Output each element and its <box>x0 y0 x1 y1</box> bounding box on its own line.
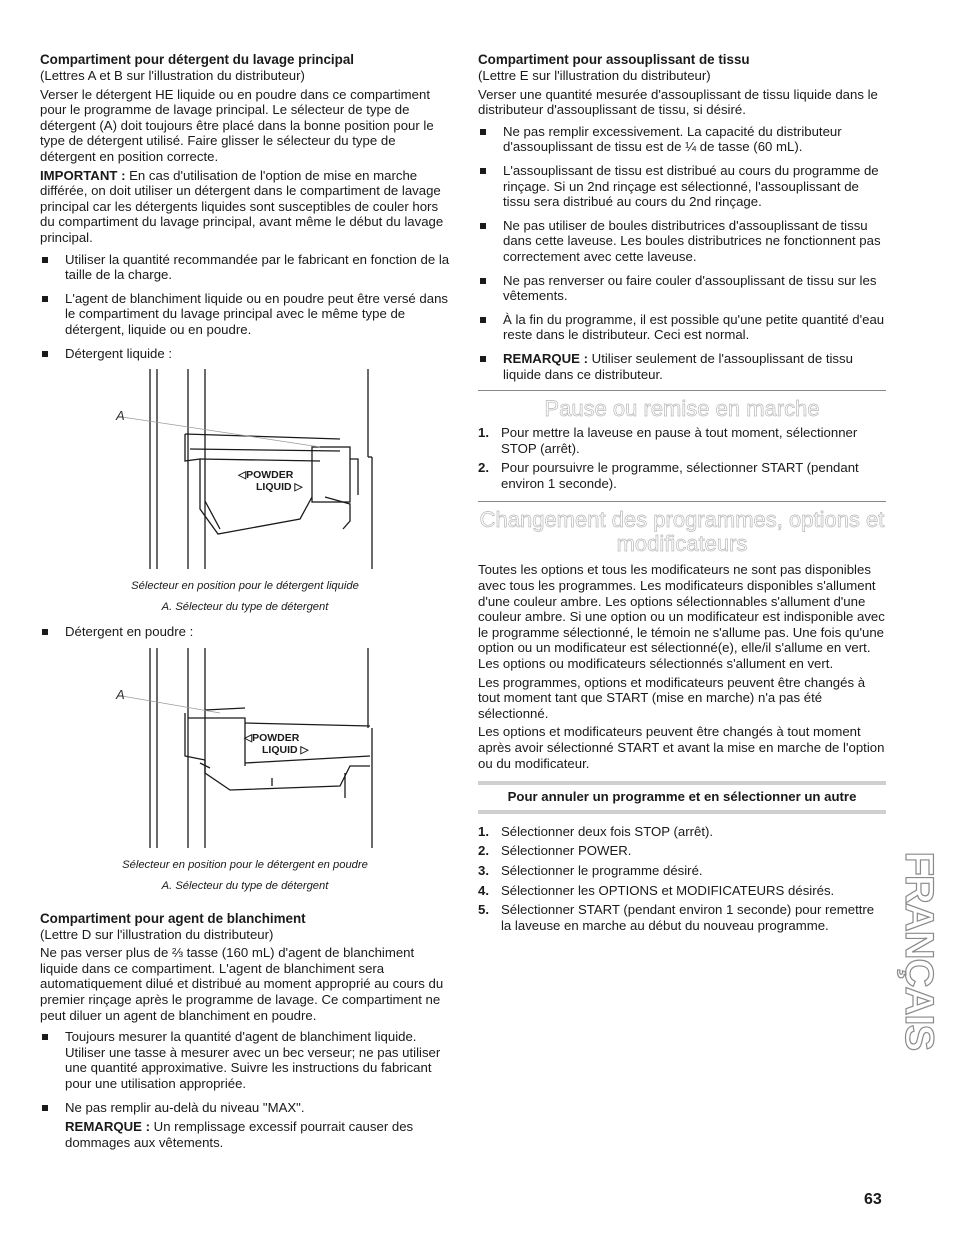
paragraph: Toutes les options et tous les modificateurs ne sont pas disponibles avec tous les programmes. Les modificateurs disponibles s'allument d'une couleur ambre. Les options sélectionnables s'allument d'une couleur ambre. Si une option ou un modificateur est indisponible avec le programme sélectionné, le témoin ne s'allume pas. Une fois qu'une option ou un modificateur est sélectionné(e), elle/il s'allume en vert. Les options ou modificateurs sélectionnés s'allument en vert. <box>478 562 885 672</box>
list-item <box>478 824 886 840</box>
list-item: Détergent en poudre : <box>40 624 450 640</box>
numbered-list <box>478 425 886 491</box>
subsection-title: Pour annuler un programme et en sélectionner un autre <box>478 781 886 814</box>
item-text: Sélectionner les OPTIONS et MODIFICATEURS désirés. <box>501 882 835 898</box>
language-side-tab <box>896 846 941 1056</box>
list-item <box>478 902 886 933</box>
paragraph: Les programmes, options et modificateurs peuvent être changés à tout moment tant que START (mise en marche) n'a pas été sélectionné. <box>478 674 866 721</box>
callout-label-a: A <box>116 686 125 702</box>
list-item: Utiliser la quantité recommandée par le fabricant en fonction de la taille de la charge. <box>40 252 450 283</box>
item-text: Pour mettre la laveuse en pause à tout moment, sélectionner STOP (arrêt). <box>501 425 858 456</box>
list-item: Toujours mesurer la quantité d'agent de blanchiment liquide. Utiliser une tasse à mesurer avec un bec verseur; ne pas utiliser une quantité approximative. Suivre les instructions du fabricant pour une utilisation appropriée. <box>40 1029 450 1091</box>
divider <box>478 501 886 502</box>
dispenser-drawing <box>40 369 450 574</box>
note-text: Un remplissage excessif pourrait causer des dommages aux vêtements. <box>65 1119 414 1150</box>
list-item: L'assouplissant de tissu est distribué au cours du programme de rinçage. Si un 2nd rinçage est sélectionné, l'assouplissant de tissu sera distribué au cours du 2nd rinçage. <box>478 163 886 210</box>
dispenser-drawing <box>40 648 450 853</box>
figure-legend: A. Sélecteur du type de détergent <box>161 601 329 614</box>
figure-legend: A. Sélecteur du type de détergent <box>161 879 329 892</box>
bullet-list <box>478 124 886 382</box>
item-number: 4. <box>478 882 489 898</box>
section-title: Compartiment pour détergent du lavage principal <box>40 52 354 67</box>
list-item: Ne pas utiliser de boules distributrices d'assouplissant de tissu dans cette laveuse. Les boules distributrices ne fonctionnent pas correctement avec cette laveuse. <box>478 218 886 265</box>
item-text: Pour poursuivre le programme, sélectionner START (pendant environ 1 seconde). <box>501 460 859 491</box>
divider <box>478 390 886 391</box>
important-paragraph <box>40 168 450 246</box>
heading-line: modificateurs <box>616 531 748 557</box>
list-item: Ne pas remplir excessivement. La capacité du distributeur d'assouplissant de tissu est de ¼ de tasse (60 mL). <box>478 124 886 155</box>
bullet-list <box>40 252 450 362</box>
item-number: 3. <box>478 862 489 878</box>
liquid-label: LIQUID ▷ <box>262 743 309 756</box>
paragraph: Les options et modificateurs peuvent être changés à tout moment après avoir sélectionné START et avant la mise en marche de l'option ou du modificateur. <box>478 724 885 771</box>
item-number: 2. <box>478 843 489 859</box>
figure-caption: Sélecteur en position pour le détergent en poudre <box>122 858 368 871</box>
powder-label: ◁POWDER <box>244 731 300 744</box>
section-heading-pause: Pause ou remise en marche <box>544 396 820 422</box>
paragraph: Ne pas verser plus de ⅔ tasse (160 mL) d'agent de blanchiment liquide dans ce compartiment. L'agent de blanchiment sera automatiquement dilué et distribué au moment approprié au cours du premier rinçage après le programme de lavage. Ce compartiment ne peut diluer un agent de blanchiment en poudre. <box>40 945 444 1023</box>
section-subtitle: (Lettre E sur l'illustration du distributeur) <box>478 68 711 83</box>
item-text: Sélectionner le programme désiré. <box>501 862 703 878</box>
right-column <box>478 52 886 937</box>
item-number: 5. <box>478 902 489 918</box>
list-item <box>478 883 886 899</box>
callout-label-a: A <box>116 408 125 424</box>
dispenser-illustration-liquid <box>40 369 450 574</box>
note-label: REMARQUE : <box>503 350 588 366</box>
paragraph: Verser une quantité mesurée d'assouplissant de tissu liquide dans le distributeur d'assouplissant de tissu, si désiré. <box>478 86 878 118</box>
list-item <box>478 843 886 859</box>
item-text: Sélectionner deux fois STOP (arrêt). <box>501 823 714 839</box>
bullet-list <box>40 624 450 640</box>
section-title: Compartiment pour assouplissant de tissu <box>478 52 750 67</box>
item-number: 2. <box>478 460 489 476</box>
list-item <box>478 863 886 879</box>
list-item: Ne pas remplir au-delà du niveau "MAX". <box>40 1100 450 1116</box>
item-number: 1. <box>478 425 489 441</box>
language-label: FRANÇAIS <box>896 851 941 1051</box>
note-label: REMARQUE : <box>65 1119 150 1135</box>
note-text: Utiliser seulement de l'assouplissant de tissu liquide dans ce distributeur. <box>503 350 853 382</box>
liquid-label: LIQUID ▷ <box>256 481 303 494</box>
section-subtitle: (Lettre D sur l'illustration du distributeur) <box>40 926 274 942</box>
list-item <box>478 425 886 456</box>
list-item: Détergent liquide : <box>40 346 450 362</box>
important-label: IMPORTANT : <box>40 167 126 183</box>
figure-caption: Sélecteur en position pour le détergent liquide <box>131 580 359 593</box>
note-paragraph <box>40 1119 450 1150</box>
list-item <box>478 460 886 491</box>
numbered-list <box>478 824 886 934</box>
section-title: Compartiment pour agent de blanchiment <box>40 910 306 926</box>
list-item: L'agent de blanchiment liquide ou en poudre peut être versé dans le compartiment du lavage principal avec le même type de détergent, liquide ou en poudre. <box>40 291 450 338</box>
important-text: En cas d'utilisation de l'option de mise en marche différée, on doit utiliser un détergent dans le compartiment de lavage principal car les détergents liquides sont susceptibles de couler hors du compartiment du lavage principal, avant même le début du lavage principal. <box>40 167 444 245</box>
left-column <box>40 52 450 1153</box>
list-item <box>478 351 886 382</box>
item-number: 1. <box>478 823 489 839</box>
section-heading-changes <box>478 508 886 556</box>
powder-label: ◁POWDER <box>238 469 294 482</box>
section-subtitle: (Lettres A et B sur l'illustration du distributeur) <box>40 68 305 83</box>
page-number: 63 <box>864 1191 882 1208</box>
heading-line: Changement des programmes, options et <box>479 507 885 533</box>
paragraph: Verser le détergent HE liquide ou en poudre dans ce compartiment pour le programme de lavage principal. Le sélecteur de type de détergent (A) doit toujours être placé dans la bonne position pour le type de détergent utilisé. Faire glisser le sélecteur du type de détergent en position correcte. <box>40 86 434 164</box>
list-item: Ne pas renverser ou faire couler d'assouplissant de tissu sur les vêtements. <box>478 273 886 304</box>
bullet-list <box>40 1029 450 1115</box>
dispenser-illustration-powder <box>40 648 450 853</box>
item-text: Sélectionner START (pendant environ 1 seconde) pour remettre la laveuse en marche au début du nouveau programme. <box>501 902 875 933</box>
item-text: Sélectionner POWER. <box>501 843 632 859</box>
list-item: À la fin du programme, il est possible qu'une petite quantité d'eau reste dans le distributeur. Ceci est normal. <box>478 312 886 343</box>
